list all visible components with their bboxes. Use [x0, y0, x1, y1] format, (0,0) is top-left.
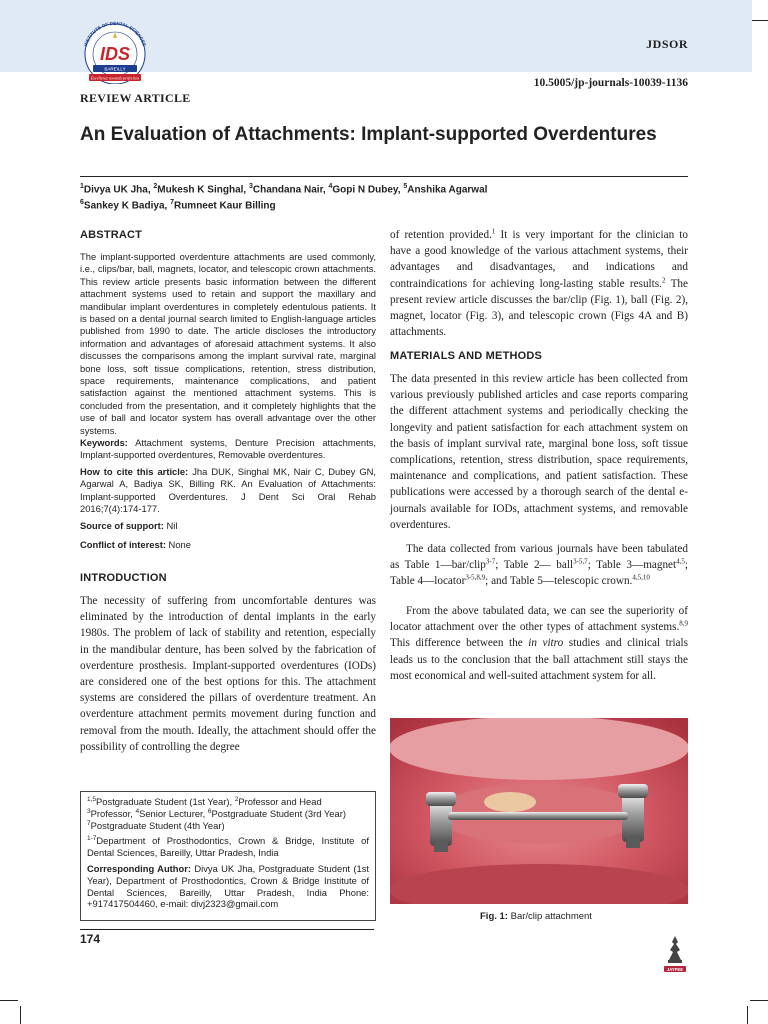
page-number: 174	[80, 932, 101, 946]
introduction-heading: INTRODUCTION	[80, 572, 167, 584]
article-type: REVIEW ARTICLE	[80, 91, 191, 105]
institution-logo	[76, 18, 154, 84]
logo-letters: IDS	[99, 44, 131, 64]
conflict-of-interest: Conflict of interest: None	[80, 539, 191, 550]
author-line-2: $^6$Sankey K Badiya, $^7$Rumneet Kaur Billing	[80, 199, 276, 212]
introduction-body: The necessity of suffering from uncomfortable dentures was eliminated by the introduction of dental implants in the early 1980s. The problem of lack of stability and retention, especially in the mandibular denture, has been solved by the fabrication of overdenture prosthesis. Implant-supported overdentures (IODs) are considered one of the best options for this. The attachment systems are considered the pillars of overdenture treatment. An overdenture attachment permits movement during function and removal from the mouth. Ideally, the attachment should offer the possibility of controlling the degree	[80, 595, 376, 753]
source-of-support: Source of support: Nil	[80, 520, 178, 531]
logo-city: BAREILLY	[104, 66, 126, 72]
introduction-continued: of retention provided.$^1$ It is very important for the clinician to have a good knowledge of the various attachment systems, their advantages and disadvantages, and indications and contraindications for achieving long-lasting stable results.$^2$ The present review article discusses the bar/clip (Fig. 1), ball (Fig. 2), magnet, locator (Fig. 3), and telescopic crown (Figs 4A and B) attachments.	[390, 227, 688, 339]
crop-mark	[747, 1006, 748, 1024]
crop-mark	[750, 20, 768, 21]
figure-1-photo	[390, 718, 688, 904]
crop-mark	[750, 1000, 768, 1001]
keywords: Keywords: Attachment systems, Denture Precision attachments, Implant-supported overdentures, Removable overdentures.	[80, 437, 376, 461]
publisher-logo-text: JAYPEE	[666, 966, 684, 972]
citation: How to cite this article: Jha DUK, Singhal MK, Nair C, Dubey GN, Agarwal A, Badiya SK, Billing RK. An Evaluation of Attachments: Implant-supported Overdentures. J Dent Sci Oral Rehab 2016;7(4):174-177.	[80, 466, 377, 515]
department: $^{1-7}$Department of Prosthodontics, Crown & Bridge, Institute of Dental Sciences, Bareilly, Uttar Pradesh, India	[87, 835, 369, 859]
methods-paragraph-1: The data presented in this review article has been collected from various previously published articles and case reports comparing the different attachment systems and periodically checking the longevity and patient satisfaction for each attachment system on the basis of implant survival rate, marginal bone loss, soft tissue complications, retention, stress distribution, space requirements, maintenance and complications, and patient satisfaction. These publications were accessed by a thorough search of the dental e-journals available for IODs, attachment systems, and removable overdentures.	[390, 373, 688, 531]
abstract-body: The implant-supported overdenture attachments are used commonly, i.e., clips/bar, ball, magnets, locator, and telescopic crown attachments. This review article presents basic information between the different attachment systems used to retain and support the maxillary and mandibular implant overdentures in completely edentulous patients. It is based on a dental journal search limited to English-language articles published from 1990 to date. The article discloses the introductory information and advantages of aforesaid attachment systems. It also discusses the comparisons among the implant survival rate, marginal bone loss, soft tissue complications, retention, stress distribution, space requirements, maintenance complications, and patient satisfaction against the mentioned attachment systems. This is concluded from the presentation, and it completely highlights that the use of ball and locator system has overall advantage over the other systems.	[80, 251, 376, 436]
figure-1-caption: Fig. 1: Bar/clip attachment	[480, 911, 592, 922]
author-roles: $^{1,5}$Postgraduate Student (1st Year), $^2$Professor and Head $^3$Professor, $^4$Senior Lecturer, $^6$Postgraduate Student (3rd Year) $^7$Postgraduate Student (4th Year)	[87, 795, 346, 831]
logo-ring-text: INSTITUTE OF DENTAL SCIENCES	[83, 20, 147, 47]
title-divider	[80, 176, 688, 177]
crop-mark	[20, 1006, 21, 1024]
methods-paragraph-3: From the above tabulated data, we can see the superiority of locator attachment over the other types of attachment systems.$^{8,9}$ This difference between the in vitro studies and clinical trials leads us to the conclusion that the ball attachment still stays the most economical and well-suited attachment system for all.	[390, 605, 688, 682]
journal-abbreviation: JDSOR	[646, 37, 688, 51]
logo-motto: Excellence towards perfection	[90, 75, 140, 81]
corresponding-author: Corresponding Author: Divya UK Jha, Postgraduate Student (1st Year), Department of Prosthodontics, Crown & Bridge Institute of Dental Sciences, Bareilly, Uttar Pradesh, India Phone: +917417504460, e-mail: divj2323@gmail.com	[87, 862, 369, 910]
abstract-heading: ABSTRACT	[80, 229, 143, 241]
publisher-logo	[662, 934, 688, 974]
affiliation-box	[80, 791, 376, 921]
author-list	[80, 180, 690, 213]
footer-divider	[80, 929, 374, 930]
methods-heading: MATERIALS AND METHODS	[390, 350, 543, 362]
methods-paragraph-2: The data collected from various journals have been tabulated as Table 1—bar/clip$^{3-7}$; Table 2— ball$^{3-5,7}$; Table 3—magnet$^{4,5}$; Table 4—locator$^{3-5,8,9}$; and Table 5—telescopic crown.$^{4,5,10}$	[390, 543, 688, 588]
article-title: An Evaluation of Attachments: Implant-supported Overdentures	[80, 124, 657, 145]
author-line-1: $^1$Divya UK Jha, $^2$Mukesh K Singhal, $^3$Chandana Nair, $^4$Gopi N Dubey, $^5$Anshika Agarwal	[80, 183, 488, 196]
crop-mark	[0, 1000, 18, 1001]
doi[interactable]: 10.5005/jp-journals-10039-1136	[533, 77, 688, 89]
